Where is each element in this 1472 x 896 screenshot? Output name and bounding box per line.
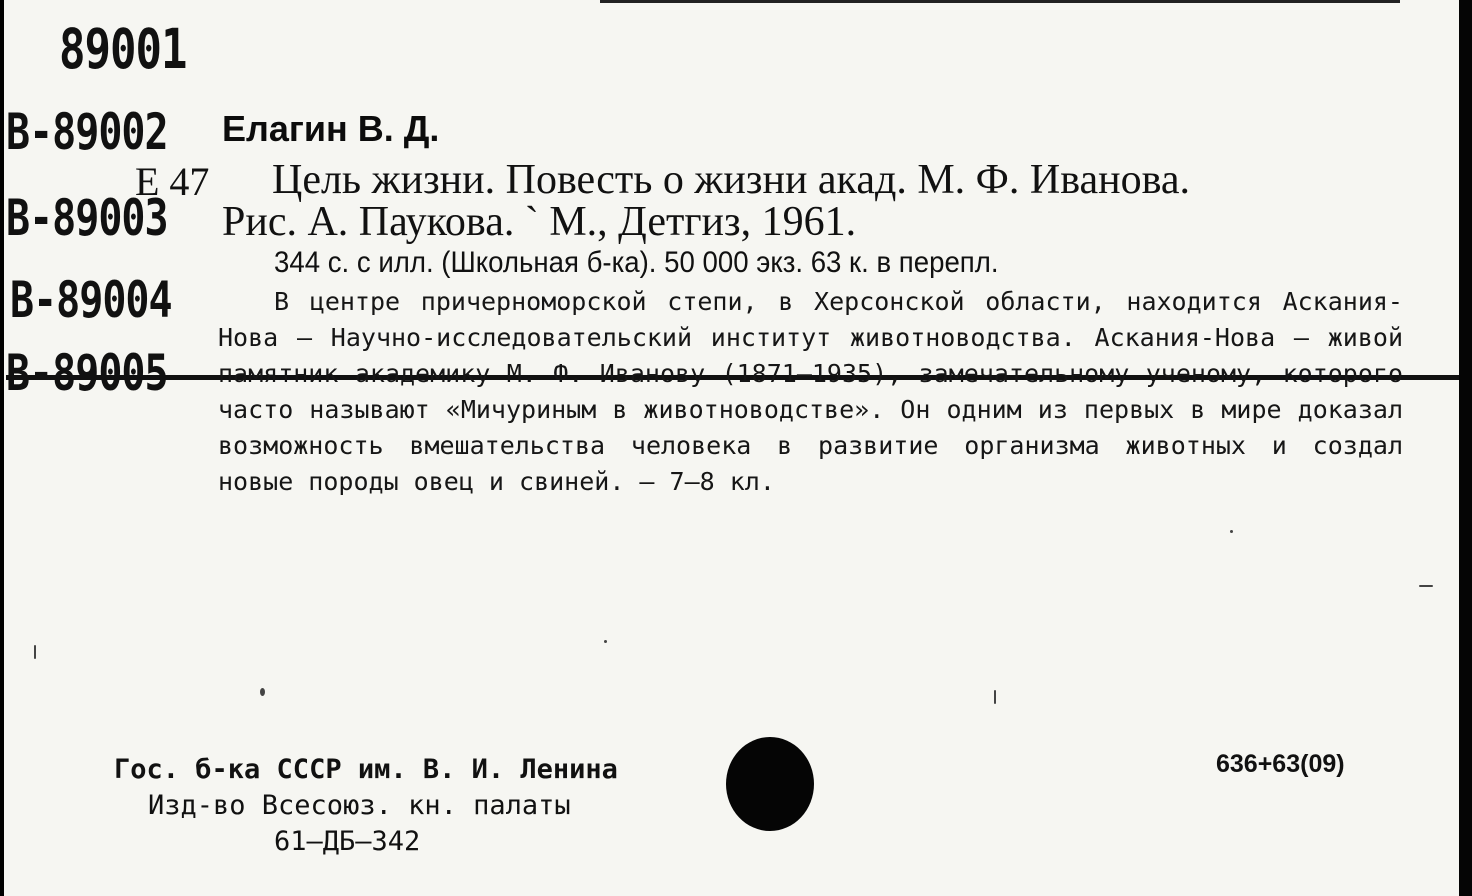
inventory-number-5-struck: В-89005 bbox=[6, 345, 1459, 403]
inventory-number-3: В-89003 bbox=[6, 190, 168, 248]
author-heading: Елагин В. Д. bbox=[222, 108, 440, 149]
annotation-paragraph: В центре причерноморской степи, в Херсонской области, находится Аскания-Нова — Научно-исследовательский институт животноводства. Аскания-Нова — живой памятник академику М. Ф. Иванову (1871—1935), замечательному ученому, которого часто называют «Мичуриным в животноводстве». Он одним из первых в мире доказал возможность вмешательства человека в развитие организма животных и создал новые породы овец и свиней. — 7—8 кл. bbox=[218, 287, 1403, 496]
speck bbox=[1230, 530, 1233, 533]
inventory-number-4: В-89004 bbox=[10, 272, 172, 330]
catalog-card bbox=[4, 0, 1459, 896]
speck bbox=[34, 645, 36, 659]
speck bbox=[604, 640, 607, 643]
speck bbox=[1419, 585, 1433, 587]
library-line-1: Гос. б-ка СССР им. В. И. Ленина bbox=[114, 754, 618, 785]
title-line-1: Цель жизни. Повесть о жизни акад. М. Ф. Иванова. bbox=[272, 157, 1191, 203]
udc-classification: 636+63(09) bbox=[1216, 750, 1345, 778]
inventory-number-1: 89001 bbox=[59, 18, 187, 82]
title-line-2: Рис. А. Паукова. ` М., Детгиз, 1961. bbox=[222, 199, 857, 245]
speck bbox=[994, 690, 996, 704]
punch-hole bbox=[726, 737, 814, 831]
library-line-3: 61—ДБ—342 bbox=[274, 826, 421, 857]
card-edge-shadow bbox=[1459, 0, 1472, 896]
speck bbox=[260, 688, 265, 696]
collation-line: 344 с. с илл. (Школьная б-ка). 50 000 экз. 63 к. в перепл. bbox=[274, 246, 999, 279]
shelf-mark: Е 47 bbox=[135, 159, 210, 204]
inventory-number-2: В-89002 bbox=[6, 104, 168, 162]
card-top-edge bbox=[600, 0, 1400, 3]
library-line-2: Изд-во Всесоюз. кн. палаты bbox=[148, 790, 571, 821]
